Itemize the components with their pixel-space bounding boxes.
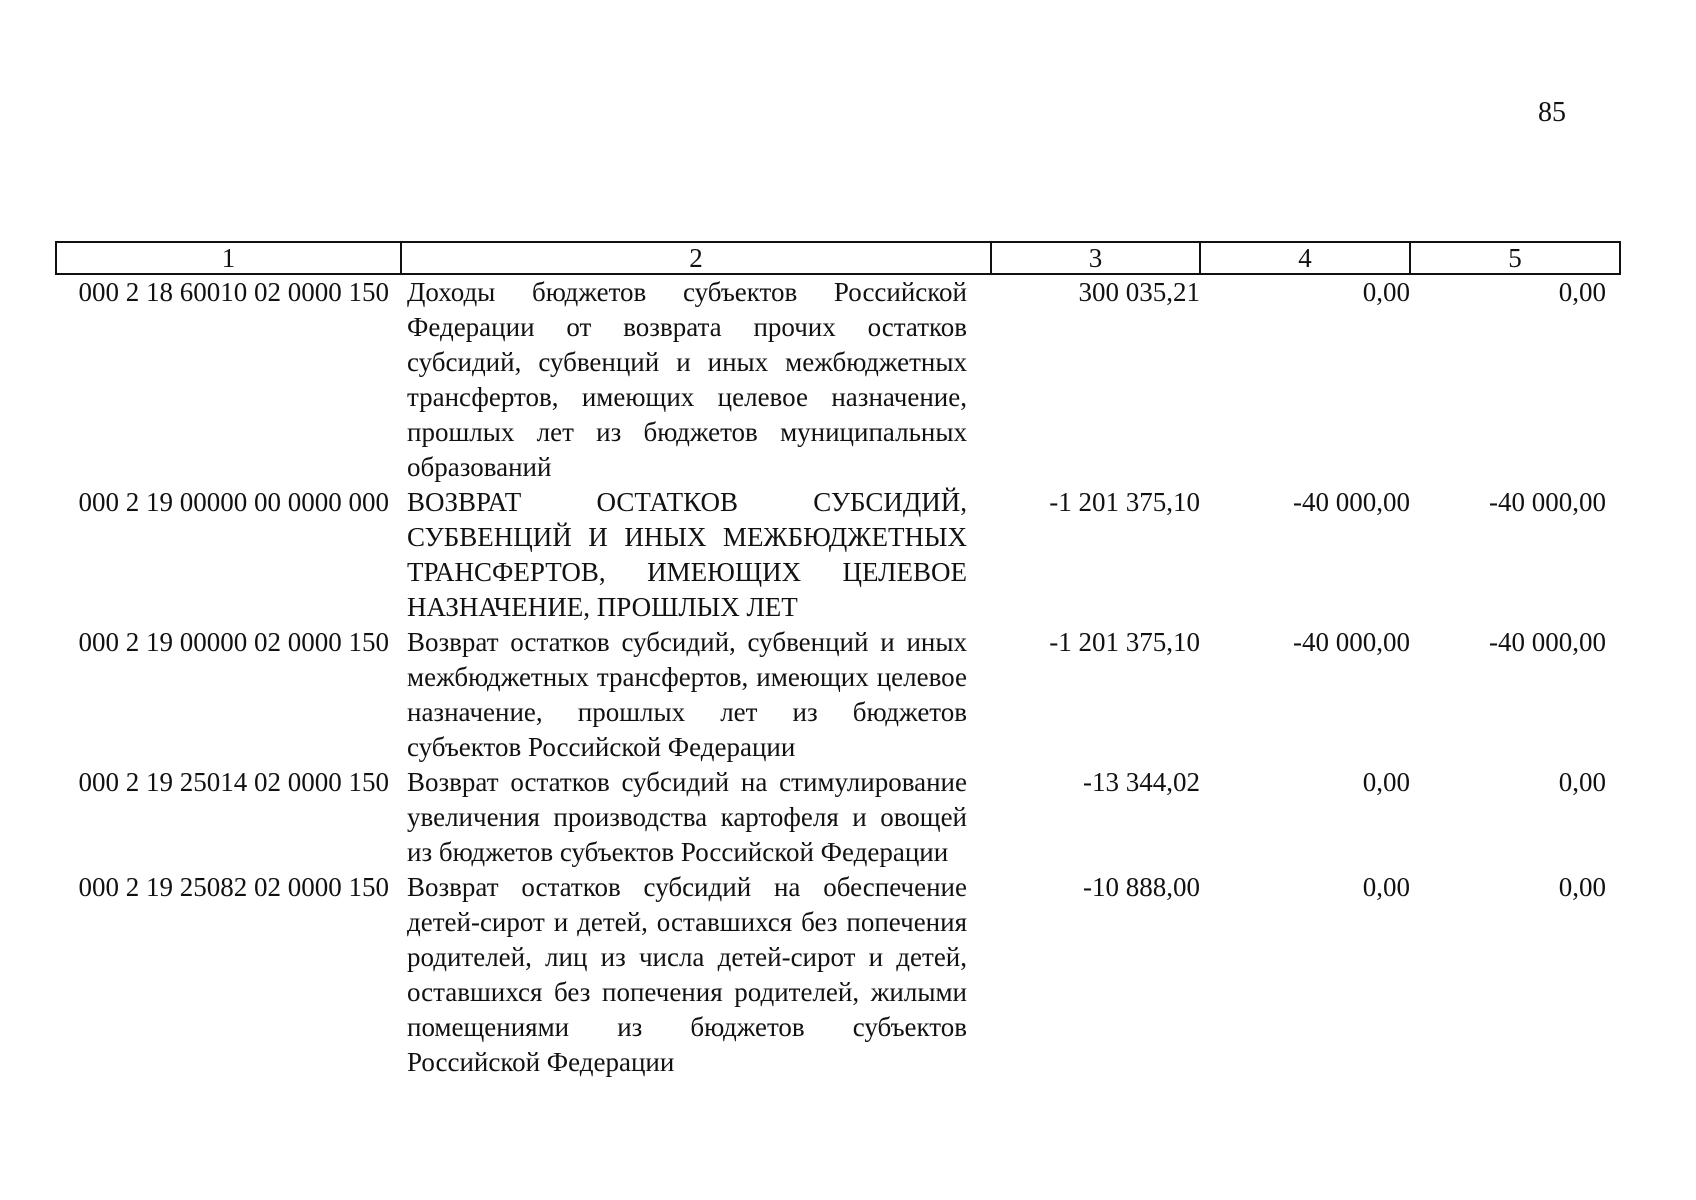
amount-col3-cell: -10 888,00 — [1083, 872, 1200, 902]
amount-col4-cell: 0,00 — [1362, 767, 1410, 797]
amount-col5-cell: -40 000,00 — [1489, 627, 1606, 657]
budget-code-cell: 000 2 18 60010 02 0000 150 — [78, 277, 389, 307]
amount-col3-cell: -1 201 375,10 — [1049, 627, 1200, 657]
table-header — [56, 242, 1620, 274]
budget-code-cell: 000 2 19 25082 02 0000 150 — [78, 872, 389, 902]
description-cell: Доходы бюджетов субъектов Российской Федерации от возврата прочих остатков субсидий, субвенций и иных межбюджетных трансфертов, имеющих целевое назначение, прошлых лет из бюджетов муниципальных образований — [407, 277, 967, 482]
table-row — [56, 485, 1620, 625]
amount-col3-cell: 300 035,21 — [1078, 277, 1200, 307]
budget-code-cell: 000 2 19 00000 00 0000 000 — [78, 487, 389, 517]
amount-col4-cell: 0,00 — [1362, 277, 1410, 307]
table-row — [56, 765, 1620, 870]
description-cell: ВОЗВРАТ ОСТАТКОВ СУБСИДИЙ, СУБВЕНЦИЙ И ИНЫХ МЕЖБЮДЖЕТНЫХ ТРАНСФЕРТОВ, ИМЕЮЩИХ ЦЕЛЕВОЕ НАЗНАЧЕНИЕ, ПРОШЛЫХ ЛЕТ — [407, 487, 967, 622]
header-cell-1: 1 — [56, 242, 401, 274]
header-cell-3: 3 — [991, 242, 1200, 274]
description-cell: Возврат остатков субсидий, субвенций и иных межбюджетных трансфертов, имеющих целевое назначение, прошлых лет из бюджетов субъектов Российской Федерации — [407, 627, 967, 762]
table-row — [56, 870, 1620, 1080]
budget-code-cell: 000 2 19 00000 02 0000 150 — [78, 627, 389, 657]
amount-col5-cell: 0,00 — [1558, 767, 1606, 797]
amount-col3-cell: -1 201 375,10 — [1049, 487, 1200, 517]
header-cell-4: 4 — [1200, 242, 1410, 274]
budget-code-cell: 000 2 19 25014 02 0000 150 — [78, 767, 389, 797]
table-row — [56, 274, 1620, 485]
amount-col3-cell: -13 344,02 — [1083, 767, 1200, 797]
page-number: 85 — [1538, 97, 1566, 128]
description-cell: Возврат остатков субсидий на стимулирование увеличения производства картофеля и овощей из бюджетов субъектов Российской Федерации — [407, 767, 967, 867]
amount-col4-cell: 0,00 — [1362, 872, 1410, 902]
amount-col5-cell: -40 000,00 — [1489, 487, 1606, 517]
header-row — [56, 242, 1620, 274]
table-row — [56, 625, 1620, 765]
header-cell-2: 2 — [401, 242, 991, 274]
budget-table — [55, 241, 1621, 1080]
amount-col5-cell: 0,00 — [1558, 277, 1606, 307]
amount-col5-cell: 0,00 — [1558, 872, 1606, 902]
header-cell-5: 5 — [1410, 242, 1620, 274]
amount-col4-cell: -40 000,00 — [1293, 487, 1410, 517]
table-body — [56, 274, 1620, 1080]
amount-col4-cell: -40 000,00 — [1293, 627, 1410, 657]
description-cell: Возврат остатков субсидий на обеспечение детей-сирот и детей, оставшихся без попечения родителей, лиц из числа детей-сирот и детей, оставшихся без попечения родителей, жилыми помещениями из бюджетов субъектов Российской Федерации — [407, 872, 967, 1077]
